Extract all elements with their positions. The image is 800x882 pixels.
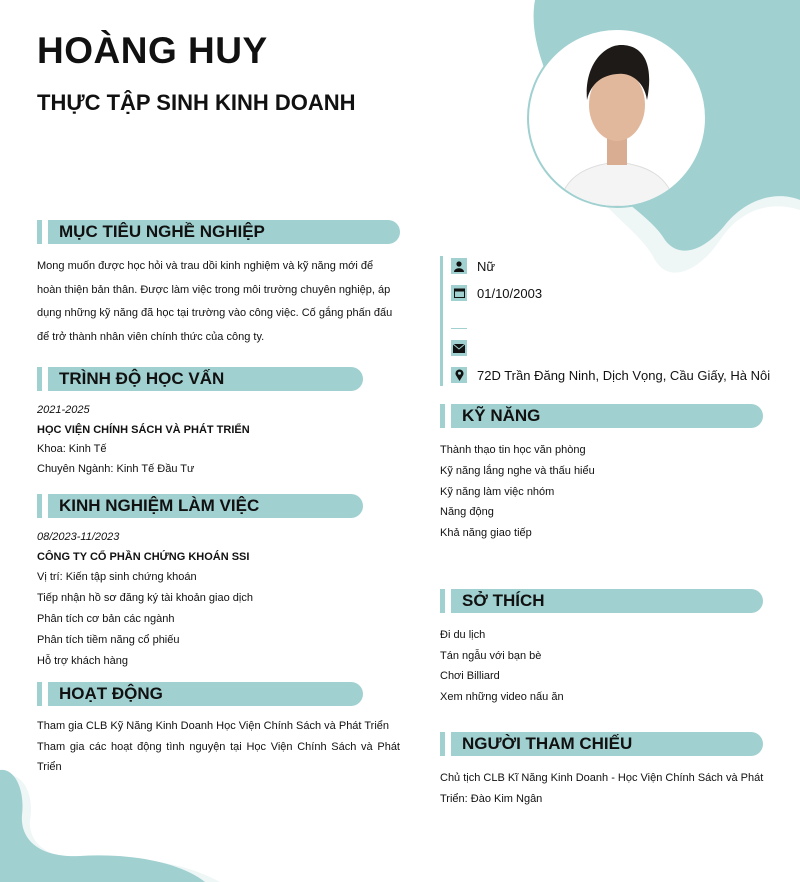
candidate-name: HOÀNG HUY: [37, 30, 268, 71]
skills-list: [440, 440, 595, 544]
experience-line: Phân tích tiềm năng cổ phiếu: [37, 634, 180, 646]
skill-item: Kỹ năng lắng nghe và thấu hiểu: [440, 464, 595, 477]
section-header-activities: HOẠT ĐỘNG: [37, 682, 363, 706]
references-text: Chủ tịch CLB Kĩ Năng Kinh Doanh - Học Viện Chính Sách và Phát Triển: Đào Kim Ngân: [440, 772, 764, 805]
skill-item: Khả năng giao tiếp: [440, 527, 532, 540]
section-header-experience: KINH NGHIỆM LÀM VIỆC: [37, 494, 363, 518]
section-header-skills: KỸ NĂNG: [440, 404, 763, 428]
activity-line: Tham gia CLB Kỹ Năng Kinh Doanh Học Viện Chính Sách và Phát Triển: [37, 720, 389, 732]
education-major: Chuyên Ngành: Kinh Tế Đầu Tư: [37, 462, 195, 475]
section-header-education: TRÌNH ĐỘ HỌC VẤN: [37, 367, 363, 391]
contact-info: [440, 256, 783, 386]
location-pin-icon: [451, 367, 467, 383]
skill-item: Kỹ năng làm việc nhóm: [440, 485, 555, 498]
hobby-item: Tán ngẫu với bạn bè: [440, 649, 542, 662]
section-header-objective: MỤC TIÊU NGHỀ NGHIỆP: [37, 220, 400, 244]
objective-text: Mong muốn được học hỏi và trau dồi kinh nghiệm và kỹ năng mới để hoàn thiện bản thân. Được làm việc trong môi trường chuyên nghiệp, áp dụng những kỹ năng đã học tại trường vào công việc. Cố gắng phấn đấu để trở thành nhân viên chính thức của công ty.: [37, 260, 393, 343]
experience-company: CÔNG TY CỔ PHẦN CHỨNG KHOÁN SSI: [37, 550, 250, 563]
contact-email: [451, 339, 477, 357]
experience-line: Hỗ trợ khách hàng: [37, 655, 128, 667]
experience-line: Tiếp nhận hồ sơ đăng ký tài khoản giao dịch: [37, 592, 253, 604]
skill-item: Thành thạo tin học văn phòng: [440, 444, 586, 456]
activity-line: Tham gia các hoạt động tình nguyện tại Học Viện Chính Sách và Phát Triển: [37, 740, 400, 773]
divider: [451, 328, 467, 329]
skill-item: Năng động: [440, 506, 494, 519]
hobby-item: Đi du lịch: [440, 629, 486, 641]
experience-line: Phân tích cơ bản các ngành: [37, 613, 175, 625]
person-photo-icon: [529, 30, 705, 206]
contact-gender: Nữ: [451, 257, 495, 275]
education-block: [37, 401, 397, 479]
education-school: HỌC VIỆN CHÍNH SÁCH VÀ PHÁT TRIỂN: [37, 423, 250, 436]
contact-dob: 01/10/2003: [451, 284, 542, 302]
job-title: THỰC TẬP SINH KINH DOANH: [37, 90, 356, 115]
calendar-icon: [451, 285, 467, 301]
education-period: 2021-2025: [37, 404, 90, 416]
profile-photo: [527, 28, 707, 208]
person-icon: [451, 258, 467, 274]
activities-block: [37, 716, 400, 778]
experience-block: [37, 528, 397, 672]
contact-address: 72D Trần Đăng Ninh, Dịch Vọng, Cầu Giấy, Hà Nôi: [451, 366, 770, 384]
hobbies-list: [440, 625, 564, 707]
experience-line: Vị trí: Kiến tập sinh chứng khoán: [37, 571, 197, 583]
section-header-references: NGƯỜI THAM CHIẾU: [440, 732, 763, 756]
email-icon: [451, 340, 467, 356]
hobby-item: Xem những video nấu ăn: [440, 690, 564, 703]
experience-period: 08/2023-11/2023: [37, 531, 120, 543]
education-faculty: Khoa: Kinh Tế: [37, 443, 107, 455]
hobby-item: Chơi Billiard: [440, 670, 500, 682]
section-header-hobbies: SỞ THÍCH: [440, 589, 763, 613]
